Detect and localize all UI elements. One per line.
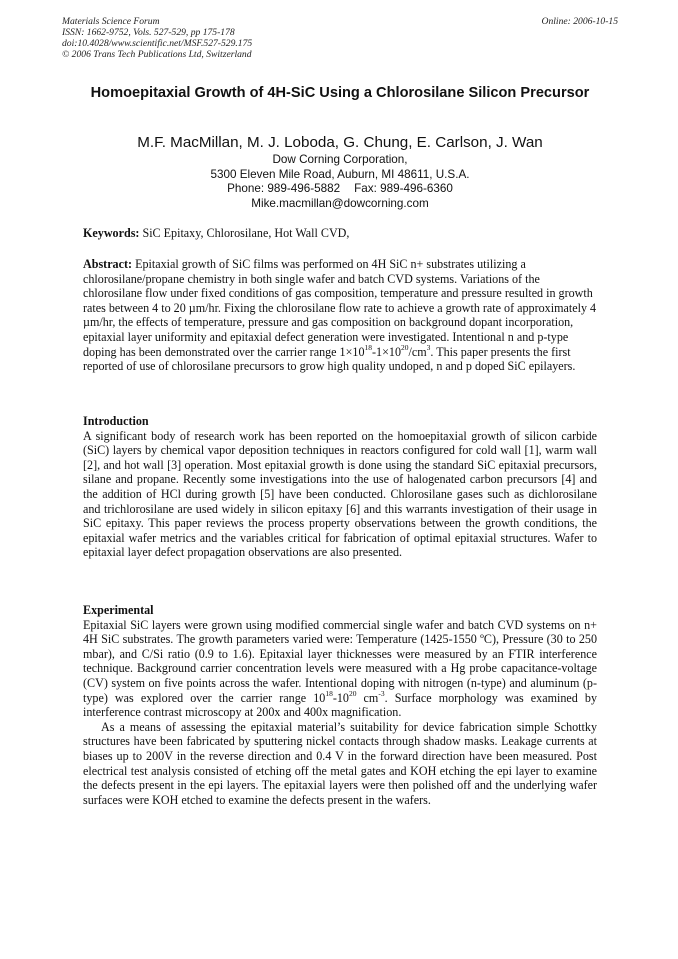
abstract-text-4: . This paper presents the first reported of use of chlorosilane precursors to grow high quality undoped, n and p doped SiC epilayers. — [83, 344, 576, 374]
author-list: M.F. MacMillan, M. J. Loboda, G. Chung, E. Carlson, J. Wan — [137, 134, 543, 151]
experimental-paragraph-2: As a means of assessing the epitaxial material’s suitability for device fabrication simple Schottky structures have been fabricated by sputtering nickel contacts through shadow masks. Leakage currents at biases up to 200V in the reverse direction and 0.4 V in the forward direction have been measured. Post electrical test analysis consisted of etching off the metal gates and KOH etching the epi layer to examine the defects present in the epi layers. The epitaxial layers were then polished off and the underlying wafer surfaces were KOH etched to examine the defects present in the wafers. — [83, 719, 597, 807]
exp-text-2: -10 — [332, 690, 349, 705]
email-address: Mike.macmillan@dowcorning.com — [251, 196, 429, 210]
abstract-sup-3: 3 — [426, 342, 431, 352]
exp-text-4: . Surface morphology was examined by interference contrast microscopy at 200x and 400x magnification. — [83, 690, 597, 720]
experimental-heading: Experimental — [83, 603, 154, 617]
abstract-sup-1: 18 — [364, 342, 373, 352]
fax-number: Fax: 989-496-6360 — [354, 182, 453, 196]
introduction-section — [83, 414, 597, 560]
exp-text-3: cm — [356, 690, 379, 705]
phone-number: Phone: 989-496-5882 — [227, 182, 341, 196]
contact-numbers — [80, 182, 600, 197]
issn-line: ISSN: 1662-9752, Vols. 527-529, pp 175-178 — [62, 27, 235, 38]
introduction-heading: Introduction — [83, 414, 149, 428]
experimental-paragraph-1 — [83, 618, 597, 720]
abstract — [83, 257, 597, 374]
exp-text-1: Epitaxial SiC layers were grown using modified commercial single wafer and batch CVD systems on n+ 4H SiC substrates. The growth parameters varied were: Temperature (1425-1550 ºC), Pressure (30 to 250 mbar), and C/Si ratio (0.9 to 1.6). Epitaxial layer thicknesses were measured by an FTIR interference technique. Background carrier concentration levels were measured with a Hg probe capacitance-voltage (CV) system on five points across the wafer. Intentional doping with nitrogen (n-type) and aluminum (p-type) was explored over the carrier range 10 — [83, 617, 597, 705]
abstract-sup-2: 20 — [401, 342, 409, 352]
exp-sup-1: 18 — [325, 688, 333, 698]
doi-line: doi:10.4028/www.scientific.net/MSF.527-529.175 — [62, 38, 253, 49]
keywords-text: SiC Epitaxy, Chlorosilane, Hot Wall CVD, — [142, 226, 350, 240]
keywords-label: Keywords: — [83, 226, 140, 240]
abstract-text-2: -1×10 — [372, 344, 402, 359]
paper-title: Homoepitaxial Growth of 4H-SiC Using a Chlorosilane Silicon Precursor — [90, 85, 590, 101]
keywords — [83, 226, 597, 241]
exp-sup-3: -3 — [378, 688, 385, 698]
affiliation — [80, 153, 600, 211]
abstract-text-1: Epitaxial growth of SiC films was performed on 4H SiC n+ substrates utilizing a chlorosilane/propane chemistry in both single wafer and batch CVD systems. Variations of the chlorosilane flow under fixed conditions of gas composition, temperature and pressure resulted in growth rates between 4 to 20 µm/hr. Fixing the chlorosilane flow rate to achieve a growth rate of approximately 4 µm/hr, the effects of temperature, pressure and gas composition on background dopant incorporation, epitaxial layer uniformity and epitaxial defect generation were investigated. Intentional n and p-type doping has been demonstrated over the carrier range 1×10 — [83, 257, 597, 359]
journal-header — [62, 16, 618, 60]
copyright-line: © 2006 Trans Tech Publications Ltd, Switzerland — [62, 49, 252, 60]
affiliation-address: 5300 Eleven Mile Road, Auburn, MI 48611, U.S.A. — [210, 167, 470, 181]
introduction-paragraph: A significant body of research work has been reported on the homoepitaxial growth of silicon carbide (SiC) layers by chemical vapor deposition techniques in reactors configured for cold wall [1], warm wall [2], and hot wall [3] operation. Most epitaxial growth is done using the standard SiC epitaxial precursors, silane and propane. Recently some investigations into the use of halogenated carbon precursors [4] and the addition of HCl during growth [5] have been conducted. Chlorosilane gases such as dichlorosilane and trichlorosilane are used widely in silicon epitaxy [6] and this warrants investigation of their usage in SiC epitaxy. This paper reviews the process property observations between the growth conditions, the epitaxial wafer metrics and the variables critical for fabrication of optimal epitaxial structures. Wafer to epitaxial layer defect propagation observations are also presented. — [83, 428, 597, 560]
affiliation-org: Dow Corning Corporation, — [272, 153, 408, 166]
exp-sup-2: 20 — [348, 688, 357, 698]
journal-name: Materials Science Forum — [62, 16, 160, 27]
experimental-section — [83, 603, 597, 807]
abstract-text-3: /cm — [408, 344, 427, 359]
online-date: Online: 2006-10-15 — [541, 16, 618, 27]
abstract-label: Abstract: — [83, 257, 133, 271]
